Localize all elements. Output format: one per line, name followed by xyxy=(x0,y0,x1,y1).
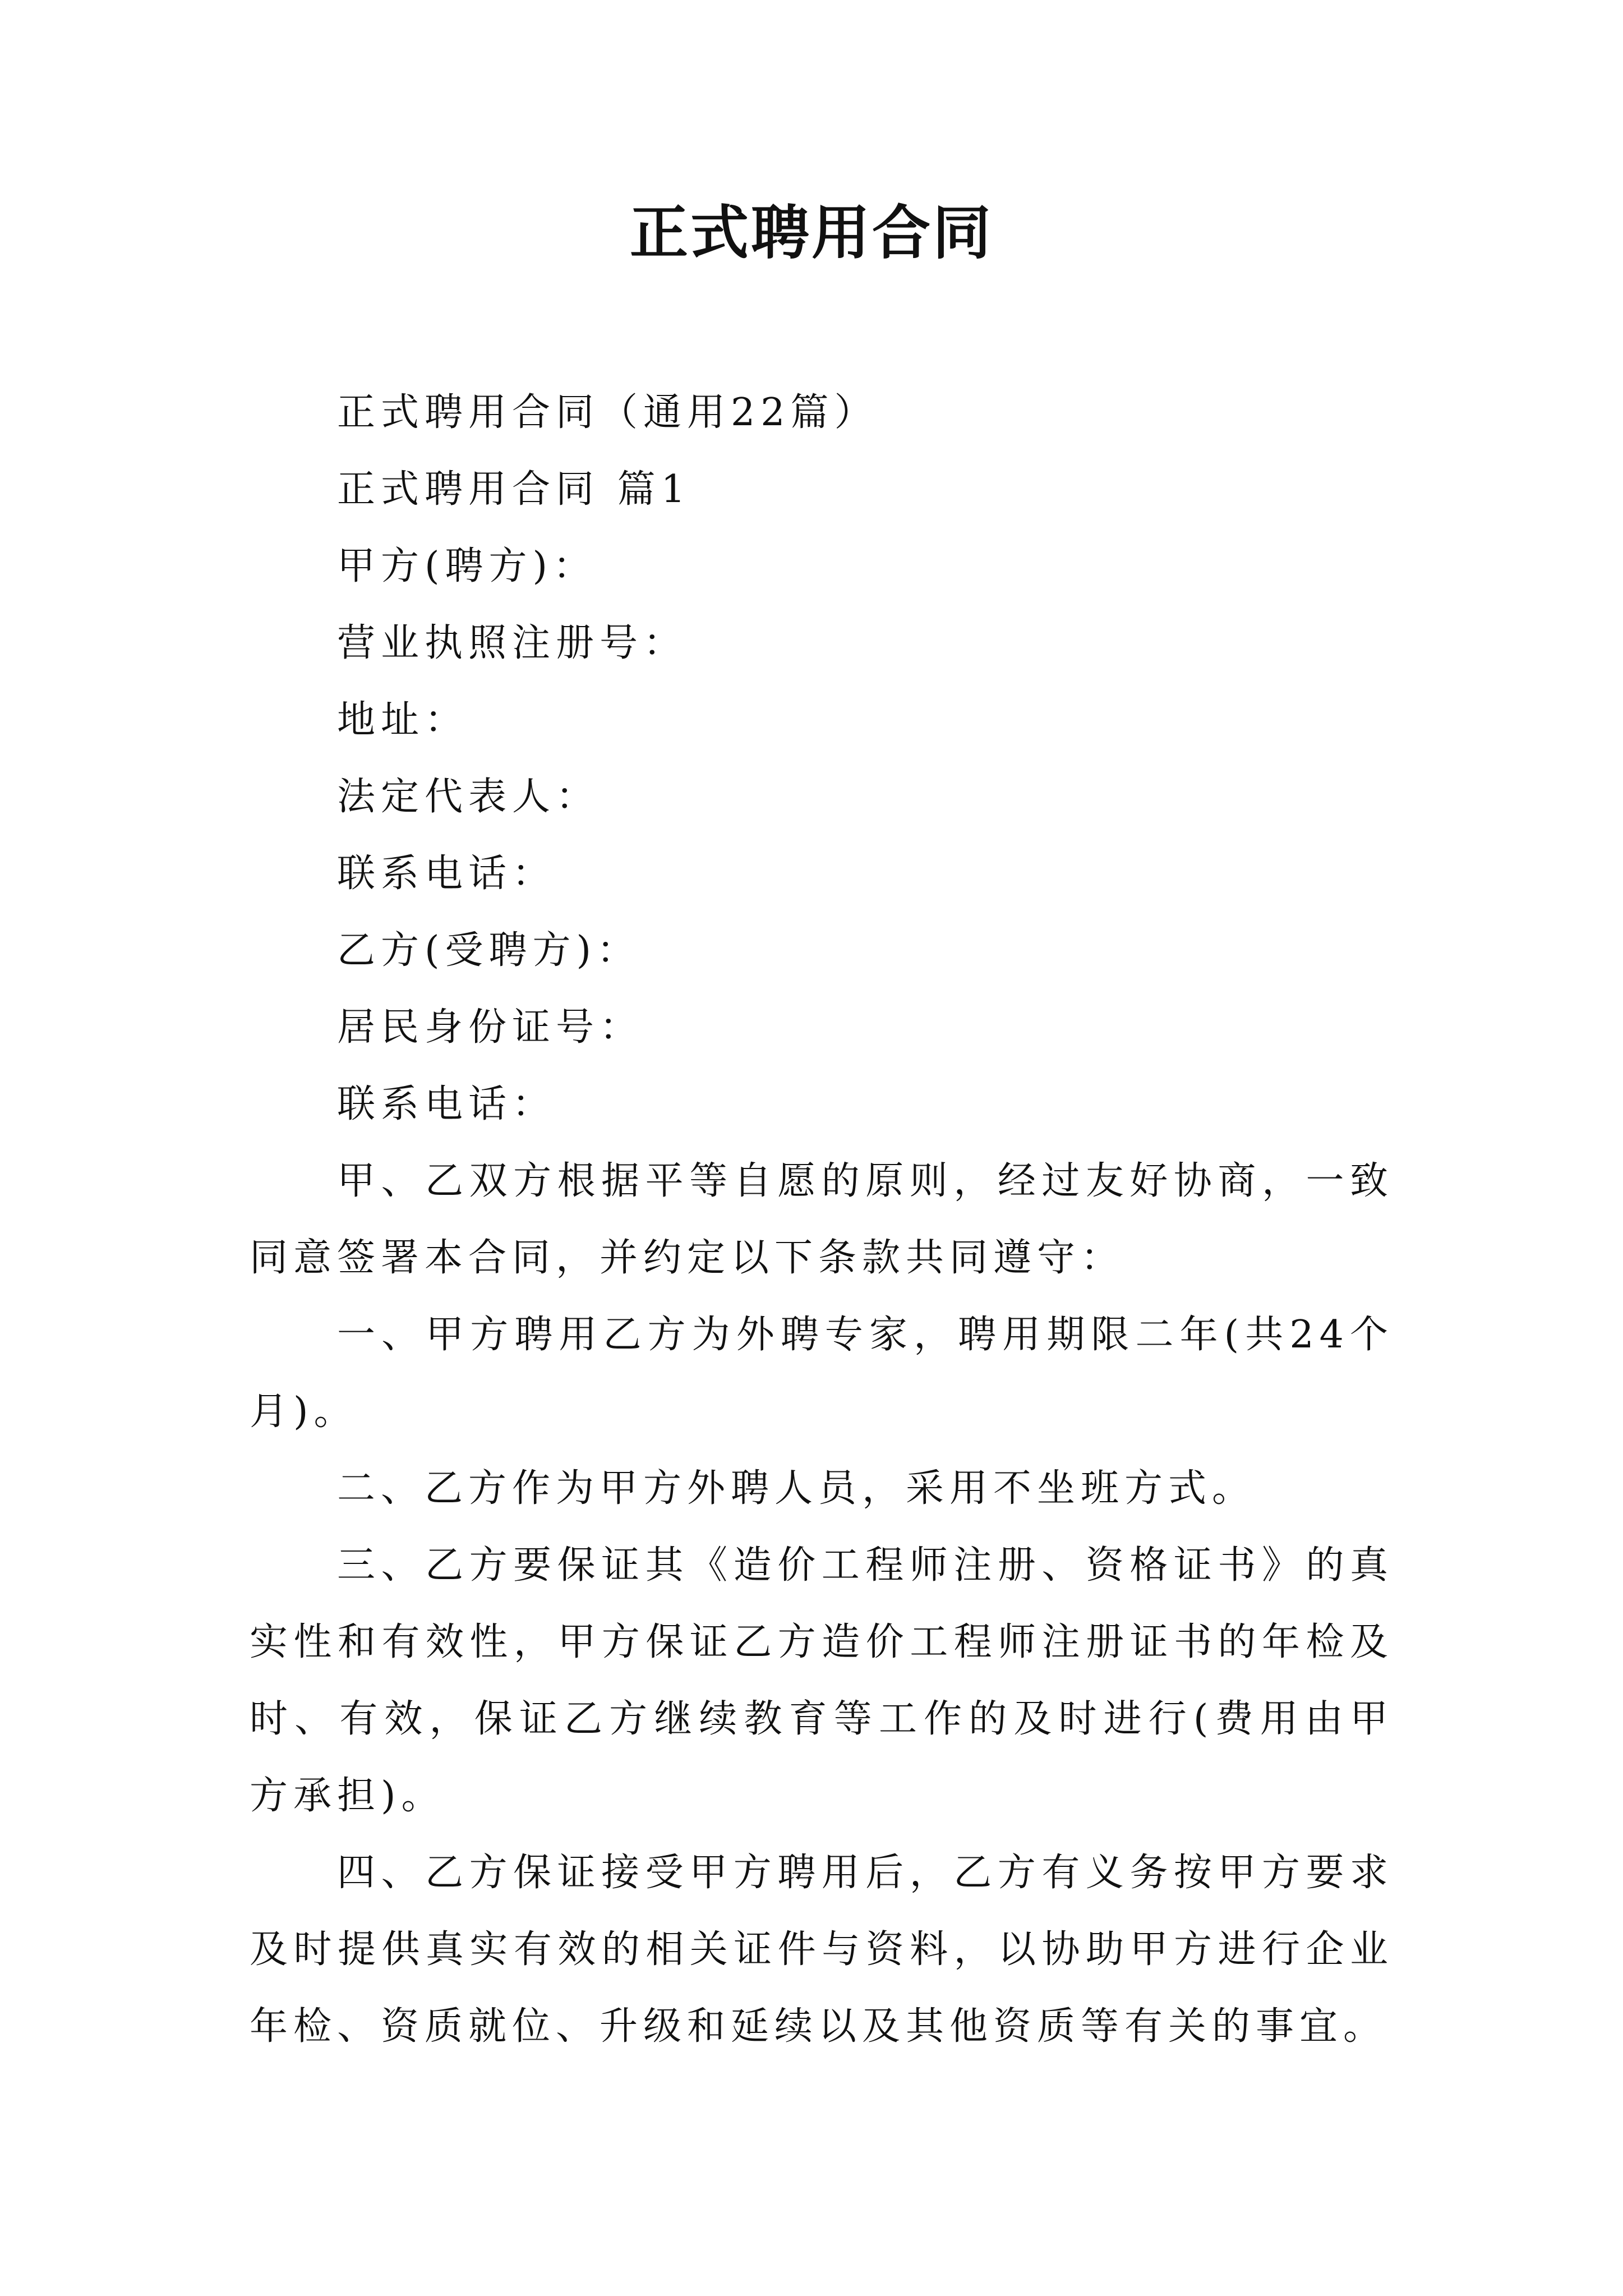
clause-3: 三、乙方要保证其《造价工程师注册、资格证书》的真实性和有效性，甲方保证乙方造价工程师注册证书的年检及时、有效，保证乙方继续教育等工作的及时进行(费用由甲方承担)。 xyxy=(250,1543,1394,1818)
field-party-a: 甲方(聘方)： xyxy=(337,544,597,588)
paragraph-agreement: 甲、乙双方根据平等自愿的原则，经过友好协商，一致同意签署本合同，并约定以下条款共同遵守： xyxy=(250,1159,1394,1280)
clause-4: 四、乙方保证接受甲方聘用后，乙方有义务按甲方要求及时提供真实有效的相关证件与资料，以协助甲方进行企业年检、资质就位、升级和延续以及其他资质等有关的事宜。 xyxy=(250,1851,1394,2049)
field-party-b: 乙方(受聘方)： xyxy=(337,928,641,973)
document-body xyxy=(250,374,1394,2065)
field-address: 地址： xyxy=(337,698,469,742)
field-phone-party-b: 联系电话： xyxy=(337,1082,556,1126)
clause-2: 二、乙方作为甲方外聘人员，采用不坐班方式。 xyxy=(337,1466,1256,1511)
field-phone-party-a: 联系电话： xyxy=(337,852,556,896)
document-title: 正式聘用合同 xyxy=(629,198,993,267)
subtitle-line: 正式聘用合同（通用22篇） xyxy=(337,390,878,435)
field-legal-representative: 法定代表人： xyxy=(337,775,600,819)
field-id-number: 居民身份证号： xyxy=(337,1005,644,1050)
clause-1: 一、甲方聘用乙方为外聘专家，聘用期限二年(共24个月)。 xyxy=(250,1313,1394,1434)
field-business-license: 营业执照注册号： xyxy=(337,621,688,665)
section-heading: 正式聘用合同 篇1 xyxy=(337,467,691,512)
